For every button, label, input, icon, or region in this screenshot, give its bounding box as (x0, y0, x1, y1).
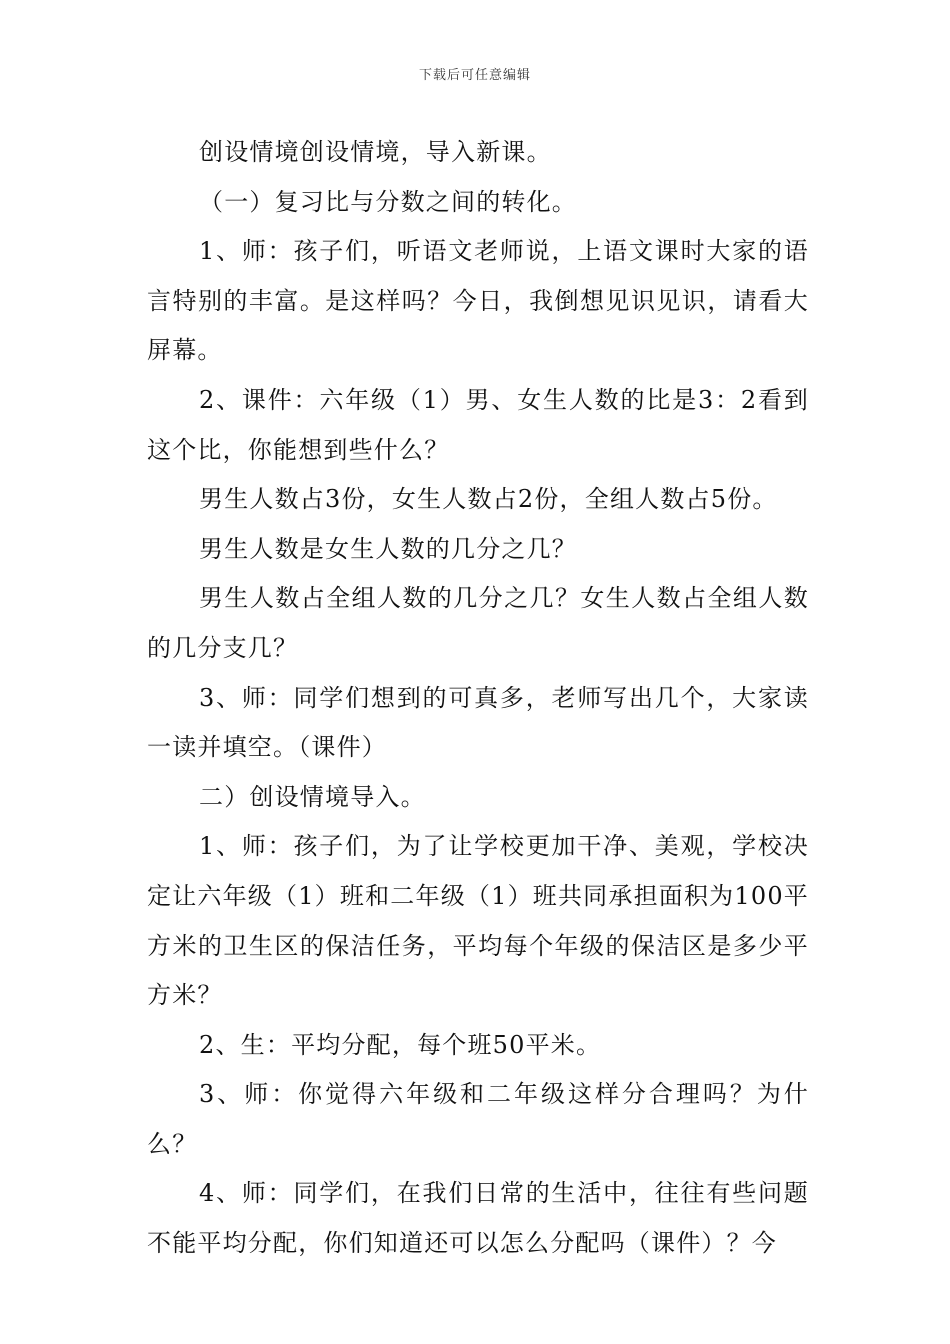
paragraph: 创设情境创设情境，导入新课。 (199, 138, 552, 166)
paragraph: 4、师：同学们，在我们日常的生活中，往往有些问题不能平均分配，你们知道还可以怎么分配吗（课件）？今 (147, 1179, 809, 1258)
paragraph: （一）复习比与分数之间的转化。 (199, 187, 577, 216)
paragraph: 男生人数是女生人数的几分之几？ (199, 534, 577, 563)
paragraph: 3、师：你觉得六年级和二年级这样分合理吗？为什么？ (147, 1080, 809, 1158)
paragraph: 1、师：孩子们，听语文老师说，上语文课时大家的语言特别的丰富。是这样吗？今日，我倒想见识见识，请看大屏幕。 (147, 237, 809, 365)
paragraph: 2、课件：六年级（1）男、女生人数的比是3：2看到这个比，你能想到些什么？ (147, 385, 809, 464)
page-header: 下载后可任意编辑 (418, 68, 531, 83)
paragraph: 男生人数占全组人数的几分之几？女生人数占全组人数的几分支几？ (147, 584, 809, 662)
paragraph: 男生人数占3份，女生人数占2份，全组人数占5份。 (199, 485, 778, 514)
document-body (147, 128, 809, 1269)
paragraph: 3、师：同学们想到的可真多，老师写出几个，大家读一读并填空。（课件） (147, 683, 809, 762)
paragraph: 二）创设情境导入。 (199, 782, 426, 811)
paragraph: 2、生：平均分配，每个班50平米。 (199, 1030, 602, 1059)
paragraph: 1、师：孩子们，为了让学校更加干净、美观，学校决定让六年级（1）班和二年级（1）班共同承担面积为100平方米的卫生区的保洁任务，平均每个年级的保洁区是多少平方米？ (147, 832, 809, 1010)
